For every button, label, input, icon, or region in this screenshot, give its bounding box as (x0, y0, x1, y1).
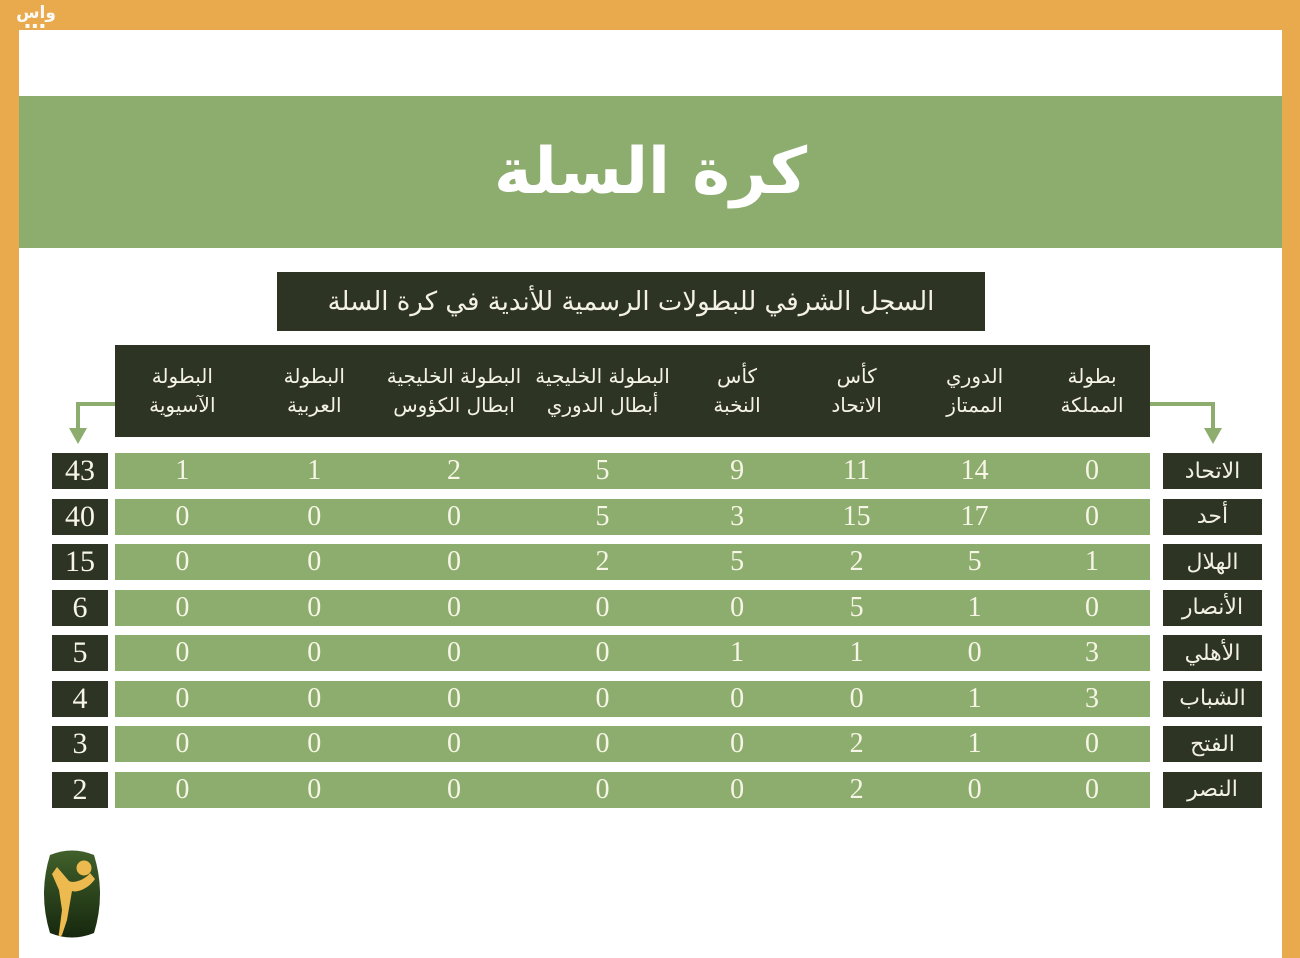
column-header-line1: الدوري (946, 364, 1004, 388)
total-badge: 4 (52, 681, 108, 717)
column-header-line2: الممتاز (946, 393, 1003, 417)
value-cell: 0 (1085, 455, 1100, 486)
value-cell: 0 (730, 682, 745, 714)
value-cell: 0 (447, 546, 461, 577)
column-header-cell (798, 362, 915, 420)
value-cell: 3 (1085, 637, 1100, 668)
value-cell: 0 (307, 500, 322, 532)
value-cell: 0 (849, 682, 864, 714)
table-row (19, 499, 1282, 535)
table-row (19, 681, 1282, 717)
value-cell: 0 (307, 591, 322, 623)
spa-watermark-bars: ▪▪▪ (24, 21, 48, 30)
total-badge: 2 (52, 772, 108, 808)
value-cell: 1 (730, 637, 745, 668)
value-cell: 3 (1085, 682, 1100, 714)
value-cell: 0 (967, 637, 982, 668)
value-cell: 1 (307, 455, 322, 486)
club-name-badge: الأنصار (1163, 590, 1262, 626)
value-cell: 1 (967, 591, 982, 623)
column-header-line1: بطولة (1067, 364, 1117, 388)
club-name-badge: الاتحاد (1163, 453, 1262, 489)
value-cell: 0 (307, 728, 322, 759)
column-header-line2: ابطال الكؤوس (393, 393, 515, 417)
table-row (19, 590, 1282, 626)
value-cell: 0 (307, 637, 322, 668)
value-cell: 5 (595, 455, 610, 486)
value-cell: 0 (595, 682, 610, 714)
value-cell: 11 (843, 455, 871, 486)
column-header-line1: البطولة الخليجية (535, 364, 670, 388)
club-name-badge: الشباب (1163, 681, 1262, 717)
value-cell: 1 (849, 637, 864, 668)
value-cell: 1 (967, 682, 982, 714)
value-cell: 0 (307, 773, 322, 805)
value-cell: 0 (447, 773, 461, 805)
column-header-line1: كأس (717, 364, 758, 388)
column-header-line1: البطولة (151, 364, 213, 388)
row-values-band (115, 726, 1150, 762)
table-rows-area (19, 453, 1282, 817)
column-header-line2: النخبة (713, 393, 761, 417)
value-cell: 14 (960, 455, 989, 486)
value-cell: 0 (1085, 591, 1100, 623)
column-header-cell (250, 362, 379, 420)
total-badge: 5 (52, 635, 108, 671)
total-badge: 43 (52, 453, 108, 489)
value-cell: 0 (1085, 500, 1100, 532)
table-row (19, 635, 1282, 671)
value-cell: 0 (730, 591, 745, 623)
value-cell: 0 (175, 728, 190, 759)
club-name-badge: أحد (1163, 499, 1262, 535)
row-values-band (115, 453, 1150, 489)
column-header-line1: كأس (836, 364, 877, 388)
row-values-band (115, 635, 1150, 671)
table-row (19, 726, 1282, 762)
value-cell: 0 (447, 637, 461, 668)
value-cell: 2 (849, 773, 864, 805)
table-row (19, 772, 1282, 808)
column-header-line2: الاتحاد (831, 393, 882, 417)
value-cell: 0 (175, 637, 190, 668)
column-header-cell (676, 362, 798, 420)
value-cell: 0 (175, 546, 190, 577)
value-cell: 0 (730, 728, 745, 759)
value-cell: 0 (595, 728, 610, 759)
value-cell: 0 (307, 546, 322, 577)
value-cell: 5 (967, 546, 982, 577)
value-cell: 2 (849, 728, 864, 759)
value-cell: 0 (1085, 728, 1100, 759)
value-cell: 1 (967, 728, 982, 759)
column-header-line2: الآسيوية (149, 393, 216, 417)
column-header-cell (529, 362, 676, 420)
clubs-pointer-arrow-icon (1143, 398, 1227, 450)
value-cell: 5 (595, 500, 610, 532)
value-cell: 2 (849, 546, 864, 577)
value-cell: 0 (175, 682, 190, 714)
row-values-band (115, 681, 1150, 717)
row-values-band (115, 772, 1150, 808)
total-badge: 3 (52, 726, 108, 762)
value-cell: 0 (1085, 773, 1100, 805)
value-cell: 9 (730, 455, 745, 486)
value-cell: 17 (960, 500, 989, 532)
value-cell: 2 (595, 546, 610, 577)
column-header-cell (379, 362, 529, 420)
page-background (19, 30, 1282, 958)
total-badge: 6 (52, 590, 108, 626)
column-header-line2: العربية (286, 393, 342, 417)
value-cell: 0 (447, 591, 461, 623)
value-cell: 0 (595, 637, 610, 668)
column-header-line2: المملكة (1060, 393, 1124, 417)
value-cell: 0 (595, 773, 610, 805)
value-cell: 1 (175, 455, 190, 486)
value-cell: 0 (175, 773, 190, 805)
column-header-cell (1034, 362, 1150, 420)
value-cell: 0 (447, 500, 461, 532)
row-values-band (115, 590, 1150, 626)
value-cell: 0 (730, 773, 745, 805)
subtitle-bar (277, 272, 985, 331)
value-cell: 5 (849, 591, 864, 623)
column-header-line1: البطولة (283, 364, 345, 388)
column-header-cell (115, 362, 250, 420)
table-row (19, 453, 1282, 489)
value-cell: 15 (842, 500, 871, 532)
column-header-cell (915, 362, 1034, 420)
column-header-line1: البطولة الخليجية (386, 364, 522, 388)
value-cell: 3 (730, 500, 745, 532)
totals-pointer-arrow-icon (59, 398, 121, 450)
table-row (19, 544, 1282, 580)
value-cell: 0 (447, 682, 461, 714)
row-values-band (115, 499, 1150, 535)
club-name-badge: الأهلي (1163, 635, 1262, 671)
value-cell: 0 (307, 682, 322, 714)
value-cell: 0 (175, 591, 190, 623)
total-badge: 15 (52, 544, 108, 580)
club-name-badge: الفتح (1163, 726, 1262, 762)
subtitle-text: السجل الشرفي للبطولات الرسمية للأندية في كرة السلة (327, 286, 935, 317)
value-cell: 1 (1085, 546, 1100, 577)
spa-agency-watermark-logo (10, 5, 62, 43)
title-banner (19, 96, 1282, 248)
spa-watermark-text: واس (16, 3, 56, 23)
club-name-badge: الهلال (1163, 544, 1262, 580)
sports-authority-logo (38, 848, 106, 940)
value-cell: 0 (447, 728, 461, 759)
value-cell: 0 (967, 773, 982, 805)
value-cell: 5 (730, 546, 745, 577)
page-title: كرة السلة (493, 135, 808, 209)
column-header-line2: أبطال الدوري (546, 393, 659, 417)
club-name-badge: النصر (1163, 772, 1262, 808)
table-column-header (115, 345, 1150, 437)
row-values-band (115, 544, 1150, 580)
value-cell: 0 (595, 591, 610, 623)
total-badge: 40 (52, 499, 108, 535)
value-cell: 0 (175, 500, 190, 532)
value-cell: 2 (447, 455, 461, 486)
